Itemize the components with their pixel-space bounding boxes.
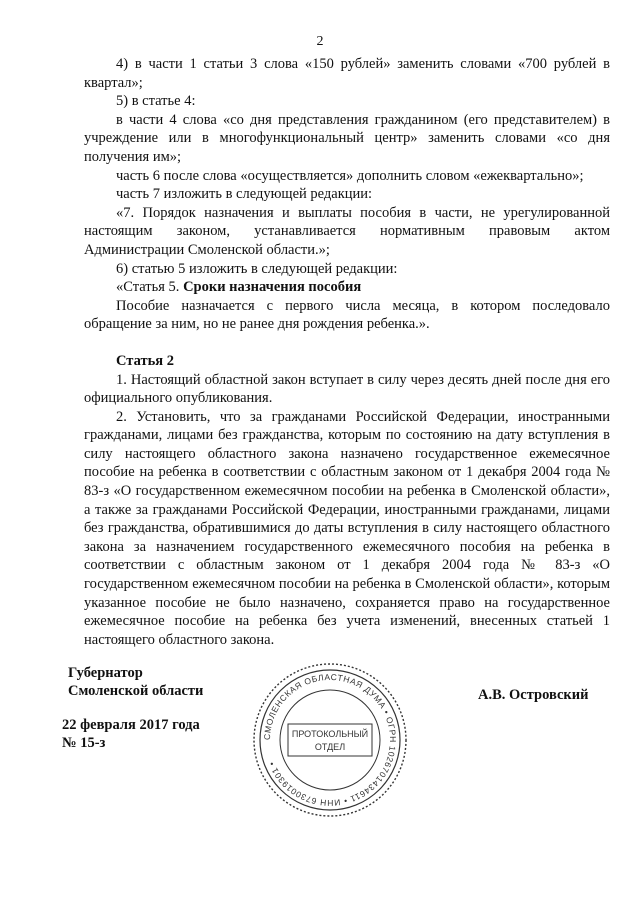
paragraph-part-6: часть 6 после слова «осуществляется» дополнить словом «ежеквартально»; (116, 167, 584, 184)
document-body (84, 55, 610, 649)
paragraph-item-5: 5) в статье 4: (116, 93, 196, 110)
article2-paragraph-2: 2. Установить, что за гражданами Российской Федерации, иностранными гражданами, лицами без гражданства, которым по состоянию на дату вступления в силу настоящего областного закона назначено государственное ежемесячное пособие на ребенка в соответствии с областным законом от 1 декабря 2004 года № 83-з «О государственном ежемесячном пособии на ребенка в Смоленской области», а также за гражданами Российской Федерации, иностранными гражданами, лицами без гражданства, обратившимися до даты вступления в силу настоящего областного закона за назначением государственного ежемесячного пособия на ребенка в соответствии с областным законом от 1 декабря 2004 года № 83-з «О государственном ежемесячном пособии на ребенка в Смоленской области», которым указанное пособие не было назначено, сохраняется право на государственное ежемесячное пособие на ребенка без учета изменений, внесенных статьей 1 настоящего областного закона. (84, 408, 610, 648)
position-line-2: Смоленской области (68, 683, 204, 699)
signatory-position (68, 664, 203, 700)
law-number: № 15-з (62, 735, 106, 751)
seal-center-line-2: ОТДЕЛ (314, 742, 346, 752)
seal-center-line-1: ПРОТОКОЛЬНЫЙ (291, 729, 369, 739)
official-seal (250, 660, 410, 820)
article2-heading: Статья 2 (116, 352, 174, 369)
signatory-name: А.В. Островский (478, 687, 589, 703)
paragraph-part-7-intro: часть 7 изложить в следующей редакции: (116, 186, 373, 203)
article5-text: Пособие назначается с первого числа месяца, в котором последовало обращение за ним, но не ранее дня рождения ребенка.». (84, 297, 610, 333)
article5-title: Сроки назначения пособия (183, 279, 362, 296)
paragraph-item-6: 6) статью 5 изложить в следующей редакции: (116, 260, 398, 277)
article5-heading (84, 278, 610, 297)
page-number: 2 (316, 34, 324, 49)
paragraph-item-4: 4) в части 1 статьи 3 слова «150 рублей» заменить словами «700 рублей в квартал»; (84, 56, 610, 91)
law-date-block (62, 716, 200, 752)
paragraph-part-4: в части 4 слова «со дня представления гражданином (его представителем) в учреждение или в многофункциональный центр» заменить словами «со дня получения им»; (84, 111, 610, 165)
paragraph-part-7-text: «7. Порядок назначения и выплаты пособия в части, не урегулированной настоящим законом, устанавливается нормативным правовым актом Администрации Смоленской области.»; (84, 204, 610, 258)
seal-ring-text: СМОЛЕНСКАЯ ОБЛАСТНАЯ ДУМА • ОГРН 1026701434611 • ИНН 6730019301 • (261, 671, 399, 809)
position-line-1: Губернатор (68, 665, 143, 681)
article2-paragraph-1: 1. Настоящий областной закон вступает в силу через десять дней после дня его официального опубликования. (84, 371, 610, 407)
article5-prefix: «Статья 5. (116, 279, 184, 296)
law-date: 22 февраля 2017 года (62, 717, 200, 733)
